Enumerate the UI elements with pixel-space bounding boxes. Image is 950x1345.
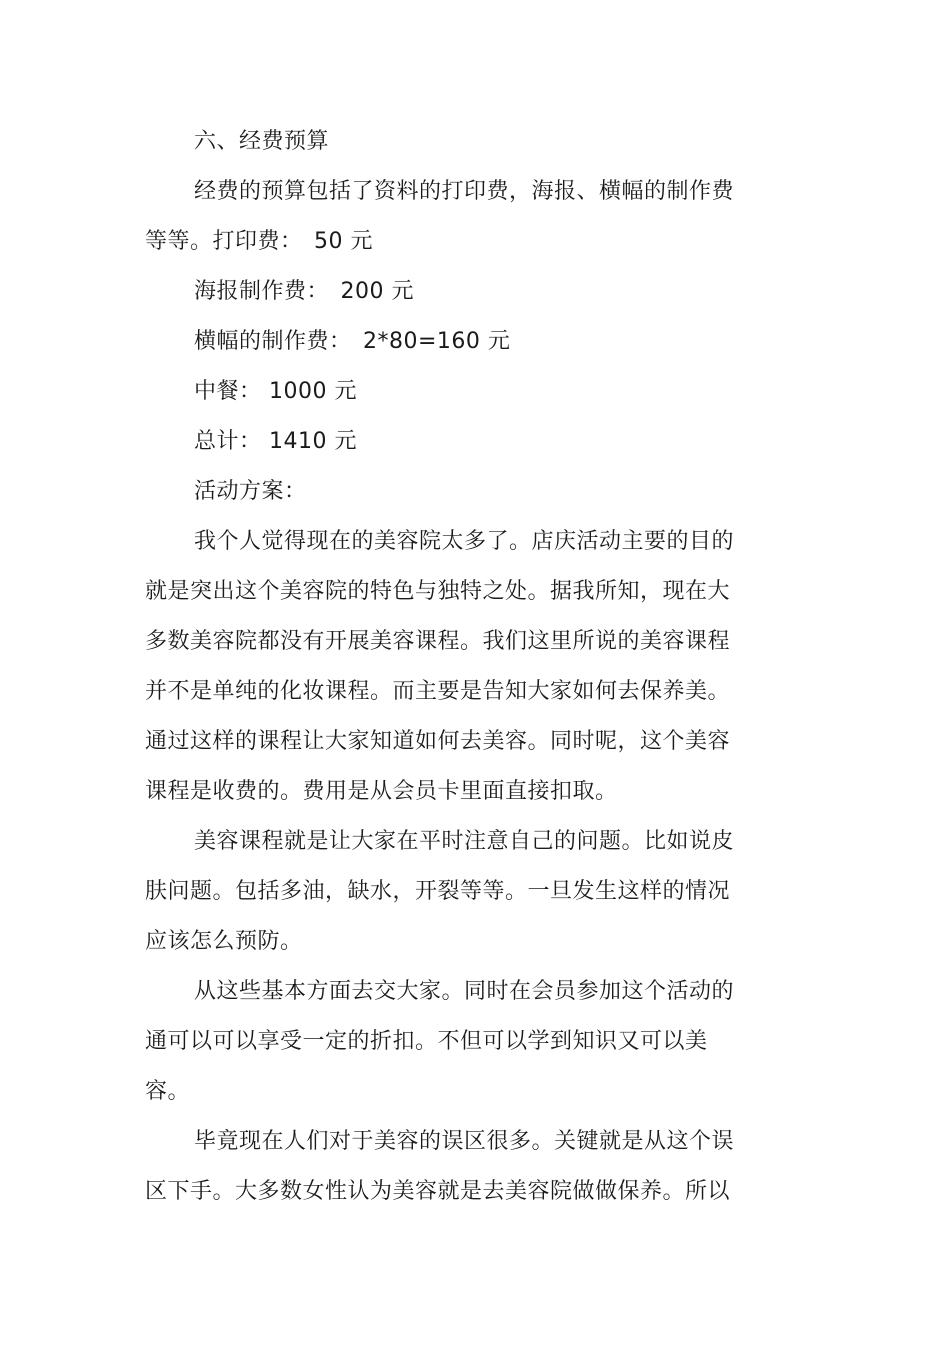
section-heading-budget: 六、经费预算 [194,129,330,154]
paragraph-line: 从这些基本方面去交大家。同时在会员参加这个活动的 [194,979,735,1004]
paragraph-line: 通可以可以享受一定的折扣。不但可以学到知识又可以美 [145,1029,708,1054]
budget-total: 总计： 1410 元 [194,429,357,454]
paragraph-line: 肤问题。包括多油，缺水，开裂等等。一旦发生这样的情况 [145,879,731,904]
paragraph-line: 经费的预算包括了资料的打印费，海报、横幅的制作费 [194,179,735,204]
paragraph-line: 美容课程就是让大家在平时注意自己的问题。比如说皮 [194,829,735,854]
paragraph-line: 并不是单纯的化妆课程。而主要是告知大家如何去保养美。 [145,679,731,704]
paragraph-line: 我个人觉得现在的美容院太多了。店庆活动主要的目的 [194,529,735,554]
paragraph-line: 课程是收费的。费用是从会员卡里面直接扣取。 [145,779,618,804]
paragraph-line: 应该怎么预防。 [145,929,303,954]
paragraph-line: 毕竟现在人们对于美容的误区很多。关键就是从这个误 [194,1129,735,1154]
paragraph-line: 就是突出这个美容院的特色与独特之处。据我所知，现在大 [145,579,731,604]
paragraph-line: 区下手。大多数女性认为美容就是去美容院做做保养。所以 [145,1179,731,1204]
paragraph-line: 容。 [145,1079,191,1104]
paragraph-line: 等等。打印费： 50 元 [145,229,373,254]
budget-item-poster: 海报制作费： 200 元 [194,279,414,304]
section-heading-plan: 活动方案： [194,479,307,504]
budget-item-banner: 横幅的制作费： 2*80=160 元 [194,329,511,354]
budget-item-lunch: 中餐： 1000 元 [194,379,357,404]
paragraph-line: 通过这样的课程让大家知道如何去美容。同时呢，这个美容 [145,729,731,754]
paragraph-line: 多数美容院都没有开展美容课程。我们这里所说的美容课程 [145,629,731,654]
